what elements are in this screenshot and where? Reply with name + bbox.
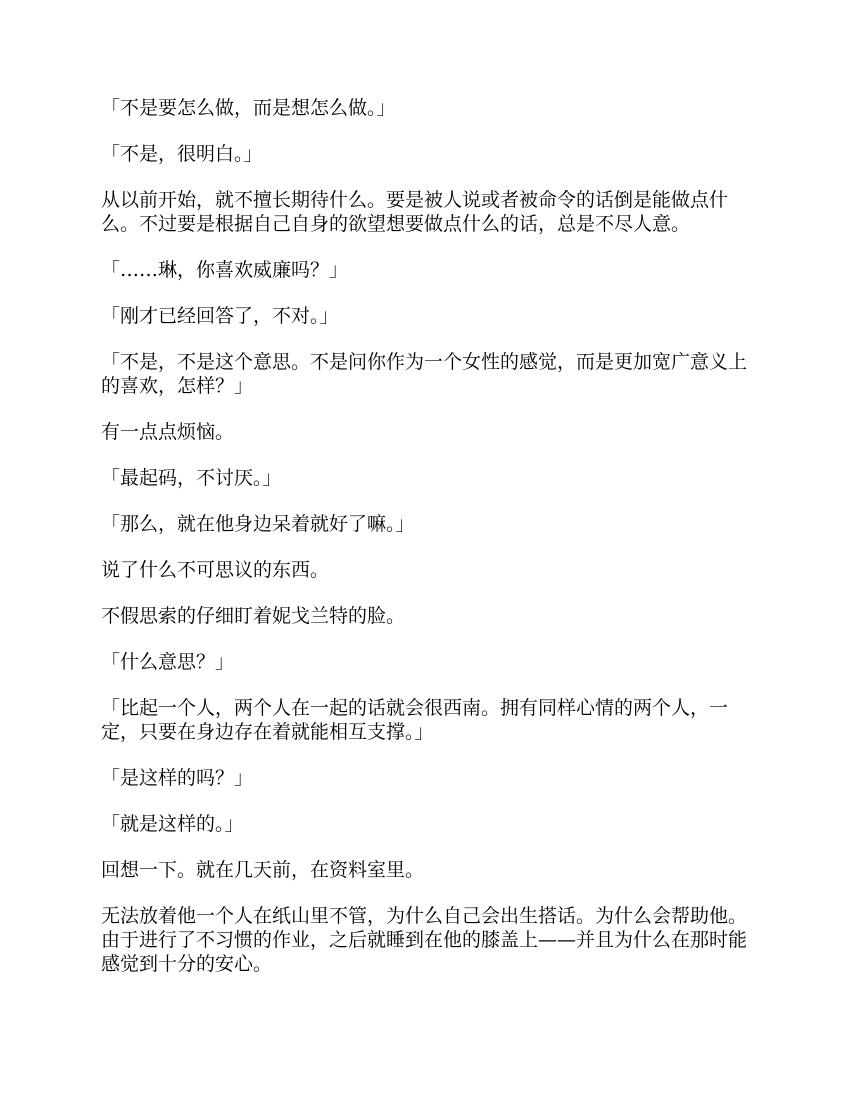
paragraph-4: 「……琳，你喜欢威廉吗？」 <box>101 259 349 281</box>
paragraph-8: 「最起码，不讨厌。」 <box>101 467 282 489</box>
paragraph-14: 「是这样的吗？」 <box>101 767 254 789</box>
paragraph-5: 「刚才已经回答了，不对。」 <box>101 305 339 327</box>
paragraph-11: 不假思索的仔细盯着妮戈兰特的脸。 <box>101 605 406 627</box>
paragraph-12: 「什么意思？」 <box>101 651 235 673</box>
paragraph-6: 「不是，不是这个意思。不是问你作为一个女性的感觉，而是更加宽广意义上的喜欢，怎样？」 <box>101 351 748 397</box>
paragraph-13: 「比起一个人，两个人在一起的话就会很西南。拥有同样心情的两个人，一定，只要在身边存在着就能相互支撑。」 <box>101 697 729 743</box>
paragraph-17: 无法放着他一个人在纸山里不管，为什么自己会出生搭话。为什么会帮助他。由于进行了不习惯的作业，之后就睡到在他的膝盖上——并且为什么在那时能感觉到十分的安心。 <box>101 905 748 975</box>
paragraph-10: 说了什么不可思议的东西。 <box>101 559 330 581</box>
paragraph-16: 回想一下。就在几天前，在资料室里。 <box>101 859 425 881</box>
paragraph-1: 「不是要怎么做，而是想怎么做。」 <box>101 97 396 119</box>
paragraph-9: 「那么，就在他身边呆着就好了嘛。」 <box>101 513 415 535</box>
document-page <box>101 96 751 998</box>
paragraph-15: 「就是这样的。」 <box>101 813 244 835</box>
paragraph-3: 从以前开始，就不擅长期待什么。要是被人说或者被命令的话倒是能做点什么。不过要是根据自己自身的欲望想要做点什么的话，总是不尽人意。 <box>101 189 729 235</box>
paragraph-7: 有一点点烦恼。 <box>101 421 235 443</box>
paragraph-2: 「不是，很明白。」 <box>101 143 263 165</box>
